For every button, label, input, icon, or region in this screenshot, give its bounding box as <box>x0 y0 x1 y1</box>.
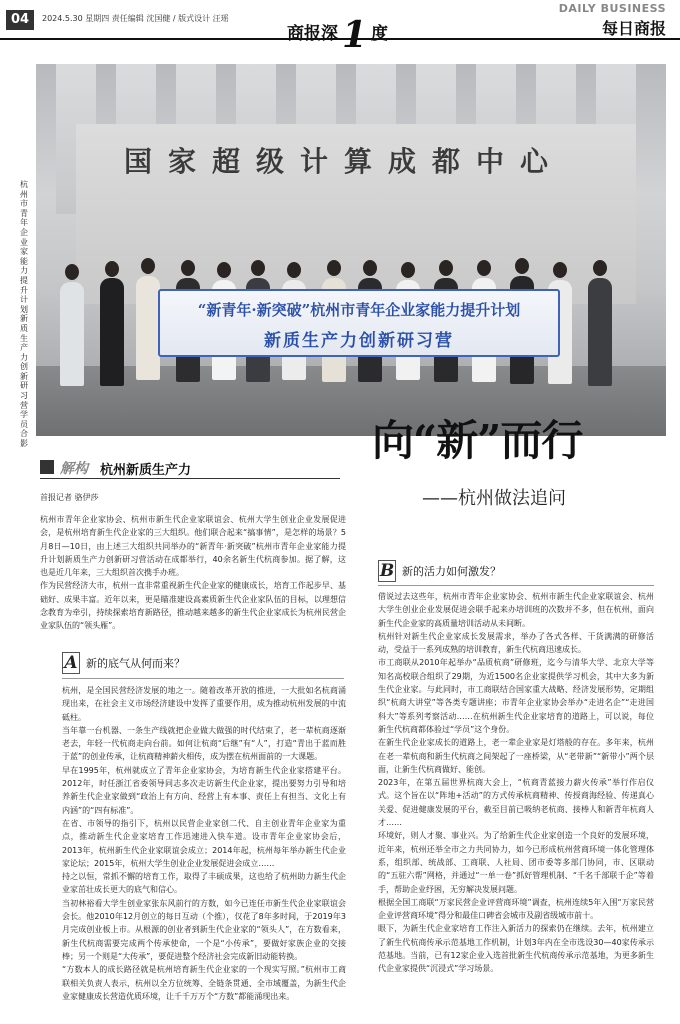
building-sign: 国家超级计算成都中心 <box>124 145 565 178</box>
byline: 首报记者 骆伊莎 <box>40 493 99 502</box>
brand-number: 1 <box>342 14 368 56</box>
page-number: 04 <box>6 10 34 30</box>
page-header <box>0 0 680 56</box>
section-marker <box>40 460 54 474</box>
question-a-body: 杭州，是全国民营经济发展的地之一。随着改革开放的推进，一大批如名杭商涌现出来，在社会主义市场经济建设中发挥了重要作用，成为推动杭州发展的中流砥柱。 当年靠一台机器、一条生产线就把企业做大做强的时代结束了，老一辈杭商逐渐老去，年轻一代杭商走向台前。如何让杭商“后继”有“人”，打造“青出于蓝而胜于蓝”的创业传承，让杭商精神薪火相传，成为摆在杭州面前的一大课题。 早在1995年，杭州就成立了青年企业家协会，为培育新生代企业家搭建平台。2012年，时任浙江省委领导同志多次走访新生代企业家，提出要努力引导和培养新生代企业家做到“政治上有方向、经营上有本事、责任上有担当、文化上有内涵”的“四有标准”。 在省、市领导的指引下，杭州以民营企业家创二代、自主创业青年企业家为重点，推动新生代企业家培育工作迅速进入快车道。设市青年企业家协会后，2013年，杭州新生代企业家联谊会成立；2014年起，杭州每年举办新生代企业家论坛；2015年，杭州大学生创业企业发展促进会成立…… 持之以恒，常抓不懈的培育工作，取得了丰硕成果，这也给了杭州助力新生代企业家茁壮成长更大的底气和信心。 当初林裕看大学生创业家张东风前行的方数，如今已连任市新生代企业家联谊会会长。他2010年12月创立的每日互动（个推），仅花了8年多时间，于2019年3月完成创业板上市。从根源的创业者到新生代企业家的“领头人”，在方数看来，新生代杭商需要完成两个传承使命，一个是“小传承”，要做好家族企业的交接棒；另一个则是“大传承”，要促进整个经济社会完成新旧动能转换。 “方数本人的成长路径就是杭州培育新生代企业家的一个现实写照。”杭州市工商联相关负责人表示，杭州以全方位统筹、全链条贯通、全市域覆盖，为新生代企业家健康成长营造优质环境，让千千万万个“方数”都能涌现出来。 <box>62 686 346 1001</box>
photo-caption: 杭州市青年企业家能力提升计划新质生产力创新研习营学员合影 <box>20 180 28 449</box>
brand-right: 度 <box>371 24 389 44</box>
question-a-header <box>62 652 185 674</box>
question-b-body: 借说过去这些年，杭州市青年企业家协会、杭州市新生代企业家联谊会、杭州大学生创业企业发展促进会联手起来办培训班的次数并不多，但在杭州，面向新生代企业家的高质量培训活动从未间断。 杭州针对新生代企业家成长发展需求，举办了各式各样、干货满满的研修活动，受益于一系列成熟的培训教育，新生代杭商迅速成长。 市工商联从2010年起举办“品质杭商”研修班，迄今与清华大学、北京大学等知名高校联合组织了29期，为近1500名企业家提供学习机会，其中大多为新生代企业家。与此同时，市工商联结合国家重大战略、经济发展形势，定期组织“杭商大讲堂”等各类专题讲座；市青年企业家协会举办“走进名企”“走进国科大”等系列考察活动……在杭州新生代企业家培育的道路上，可以说，每位新生代杭商都体验过“学员”这个身份。 在新生代企业家成长的道路上，老一辈企业家是灯塔般的存在。多年来，杭州在老一辈杭商和新生代杭商之间架起了一座桥梁，从“老带新”“新带小”两个层面，让新生代杭商做好、能创。 2023年，在第五届世界杭商大会上，“杭商青蓝接力薪火传承”举行作启仪式。这个旨在以“阵地+活动”的方式传承杭商精神、传授商海经验、传递真心关爱、促进健康发展的平台，截至目前已吸纳老杭商、接棒人和新青年杭商人才…… 环境好，则人才聚、事业兴。为了给新生代企业家创造一个良好的发展环境，近年来，杭州还举全市之力共同协力，如今已形成杭州营商环境一体化管理体系，组织部、统战部、工商联、人社局、团市委等多部门协同，市、区联动的“五驻六帮”网格，并通过“一单一卷”抓好管理机制、“千名千部联千企”等着手，帮助企业纾困，无穷解决发展问题。 根据全国工商联“万家民营企业评营商环境”调查，杭州连续5年入围“万家民营企业评营商环境”得分和最佳口碑省会城市及副省级城市前十。 眼下，为新生代企业家培育工作注入新活力的探索仍在继续。去年，杭州建立了新生代杭商传承示范基地工作机制，计划3年内在全市选设30—40家传承示范基地。当前，已有12家企业入选首批新生代杭商传承示范基地，为更多新生代企业家提供“沉浸式”学习场景。 <box>378 592 654 974</box>
group-photo <box>36 64 666 436</box>
headline-subtitle: ——杭州做法追问 <box>422 488 566 509</box>
question-b-letter: B <box>379 561 395 581</box>
question-a-title: 新的底气从何而来？ <box>86 657 185 670</box>
banner-line-1: “新青年·新突破”杭州市青年企业家能力提升计划 <box>197 301 521 319</box>
question-b-header <box>378 560 501 582</box>
event-banner <box>158 289 560 357</box>
question-a-divider <box>62 678 344 679</box>
column-brand <box>287 6 389 56</box>
banner-line-2: 新质生产力创新研习营 <box>264 331 454 351</box>
masthead-english: DAILY BUSINESS <box>558 2 666 15</box>
question-b-title: 新的活力如何激发？ <box>402 565 501 578</box>
headline-title: 向“新”而行 <box>372 416 583 465</box>
section-label: 解构 <box>60 461 88 477</box>
masthead: 每日商报 <box>601 19 666 38</box>
issue-meta: 2024.5.30 星期四 责任编辑 沈国健 / 版式设计 汪瑶 <box>42 14 229 23</box>
section-header <box>40 457 340 479</box>
brand-left: 商报深 <box>287 24 338 44</box>
section-topic: 杭州新质生产力 <box>100 463 192 478</box>
question-b-divider <box>378 585 654 586</box>
question-a-letter: A <box>62 652 80 674</box>
intro-text: 杭州市青年企业家协会、杭州市新生代企业家联谊会、杭州大学生创业企业发展促进会，是杭州培育新生代企业家的三大组织。他们联合起来“搞事情”，是怎样的场景？5月8日—10日，由上述三大组织共同举办的“新青年·新突破”杭州市青年企业家能力提升计划新质生产力创新研习营活动在成都举行，40余名新生代杭商参加。据了解，这也是近几年来，三大组织首次携手办班。 作为民营经济大市，杭州一直非常重视新生代企业家的健康成长，培育工作起步早、基础好、成果丰富。近年以来，更是瞄准建设高素质新生代企业家队伍的目标，以理想信念教育为牵引，持续探索培育新路径，推动越来越多的新生代企业家成长为杭州民营企业家队伍的“领头雁”。 <box>40 515 346 631</box>
